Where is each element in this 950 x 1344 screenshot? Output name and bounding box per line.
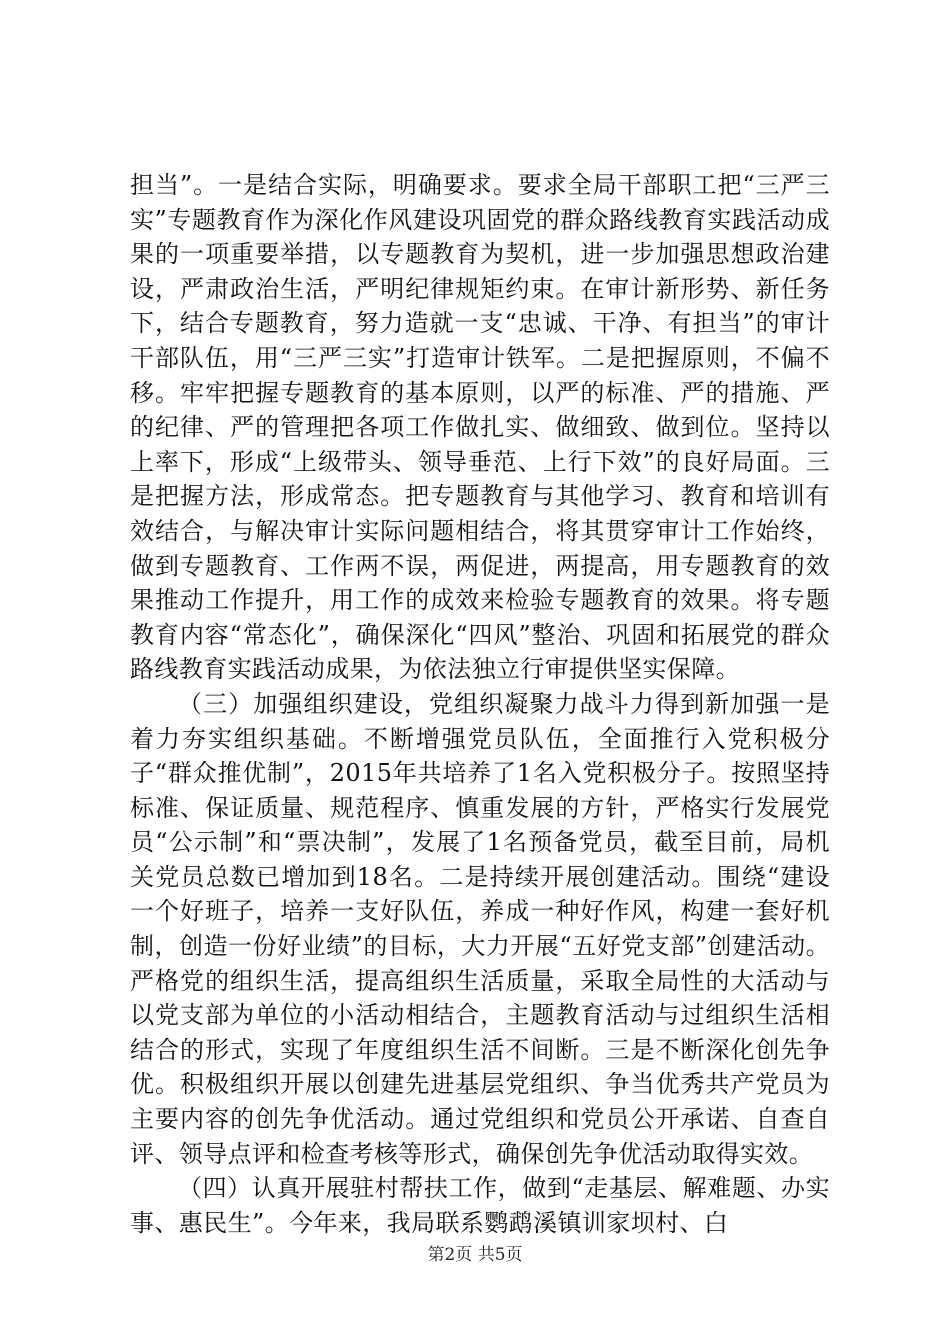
document-body bbox=[130, 168, 830, 1240]
paragraph-2: （三）加强组织建设，党组织凝聚力战斗力得到新加强一是着力夯实组织基础。不断增强党员队伍，全面推行入党积极分子“群众推优制”，2015年共培养了1名入党积极分子。按照坚持标准、保证质量、规范程序、慎重发展的方针，严格实行发展党员“公示制”和“票决制”，发展了1名预备党员，截至目前，局机关党员总数已增加到18名。二是持续开展创建活动。围绕“建设一个好班子，培养一支好队伍，养成一种好作风，构建一套好机制，创造一份好业绩”的目标，大力开展“五好党支部”创建活动。严格党的组织生活，提高组织生活质量，采取全局性的大活动与以党支部为单位的小活动相结合，主题教育活动与过组织生活相结合的形式，实现了年度组织生活不间断。三是不断深化创先争优。积极组织开展以创建先进基层党组织、争当优秀共产党员为主要内容的创先争优活动。通过党组织和党员公开承诺、自查自评、领导点评和检查考核等形式，确保创先争优活动取得实效。 bbox=[130, 689, 830, 1168]
paragraph-1: 担当”。一是结合实际，明确要求。要求全局干部职工把“三严三实”专题教育作为深化作风建设巩固党的群众路线教育实践活动成果的一项重要举措，以专题教育为契机，进一步加强思想政治建设，严肃政治生活，严明纪律规矩约束。在审计新形势、新任务下，结合专题教育，努力造就一支“忠诚、干净、有担当”的审计干部队伍，用“三严三实”打造审计铁军。二是把握原则，不偏不移。牢牢把握专题教育的基本原则，以严的标准、严的措施、严的纪律、严的管理把各项工作做扎实、做细致、做到位。坚持以上率下，形成“上级带头、领导垂范、上行下效”的良好局面。三是把握方法，形成常态。把专题教育与其他学习、教育和培训有效结合，与解决审计实际问题相结合，将其贯穿审计工作始终，做到专题教育、工作两不误，两促进，两提高，用专题教育的效果推动工作提升，用工作的成效来检验专题教育的效果。将专题教育内容“常态化”，确保深化“四风”整治、巩固和拓展党的群众路线教育实践活动成果，为依法独立行审提供坚实保障。 bbox=[130, 171, 830, 684]
paragraph-3: （四）认真开展驻村帮扶工作，做到“走基层、解难题、办实事、惠民生”。今年来，我局联系鹦鹉溪镇训家坝村、白 bbox=[130, 1174, 830, 1237]
page-number-footer: 第2页 共5页 bbox=[427, 1245, 523, 1265]
